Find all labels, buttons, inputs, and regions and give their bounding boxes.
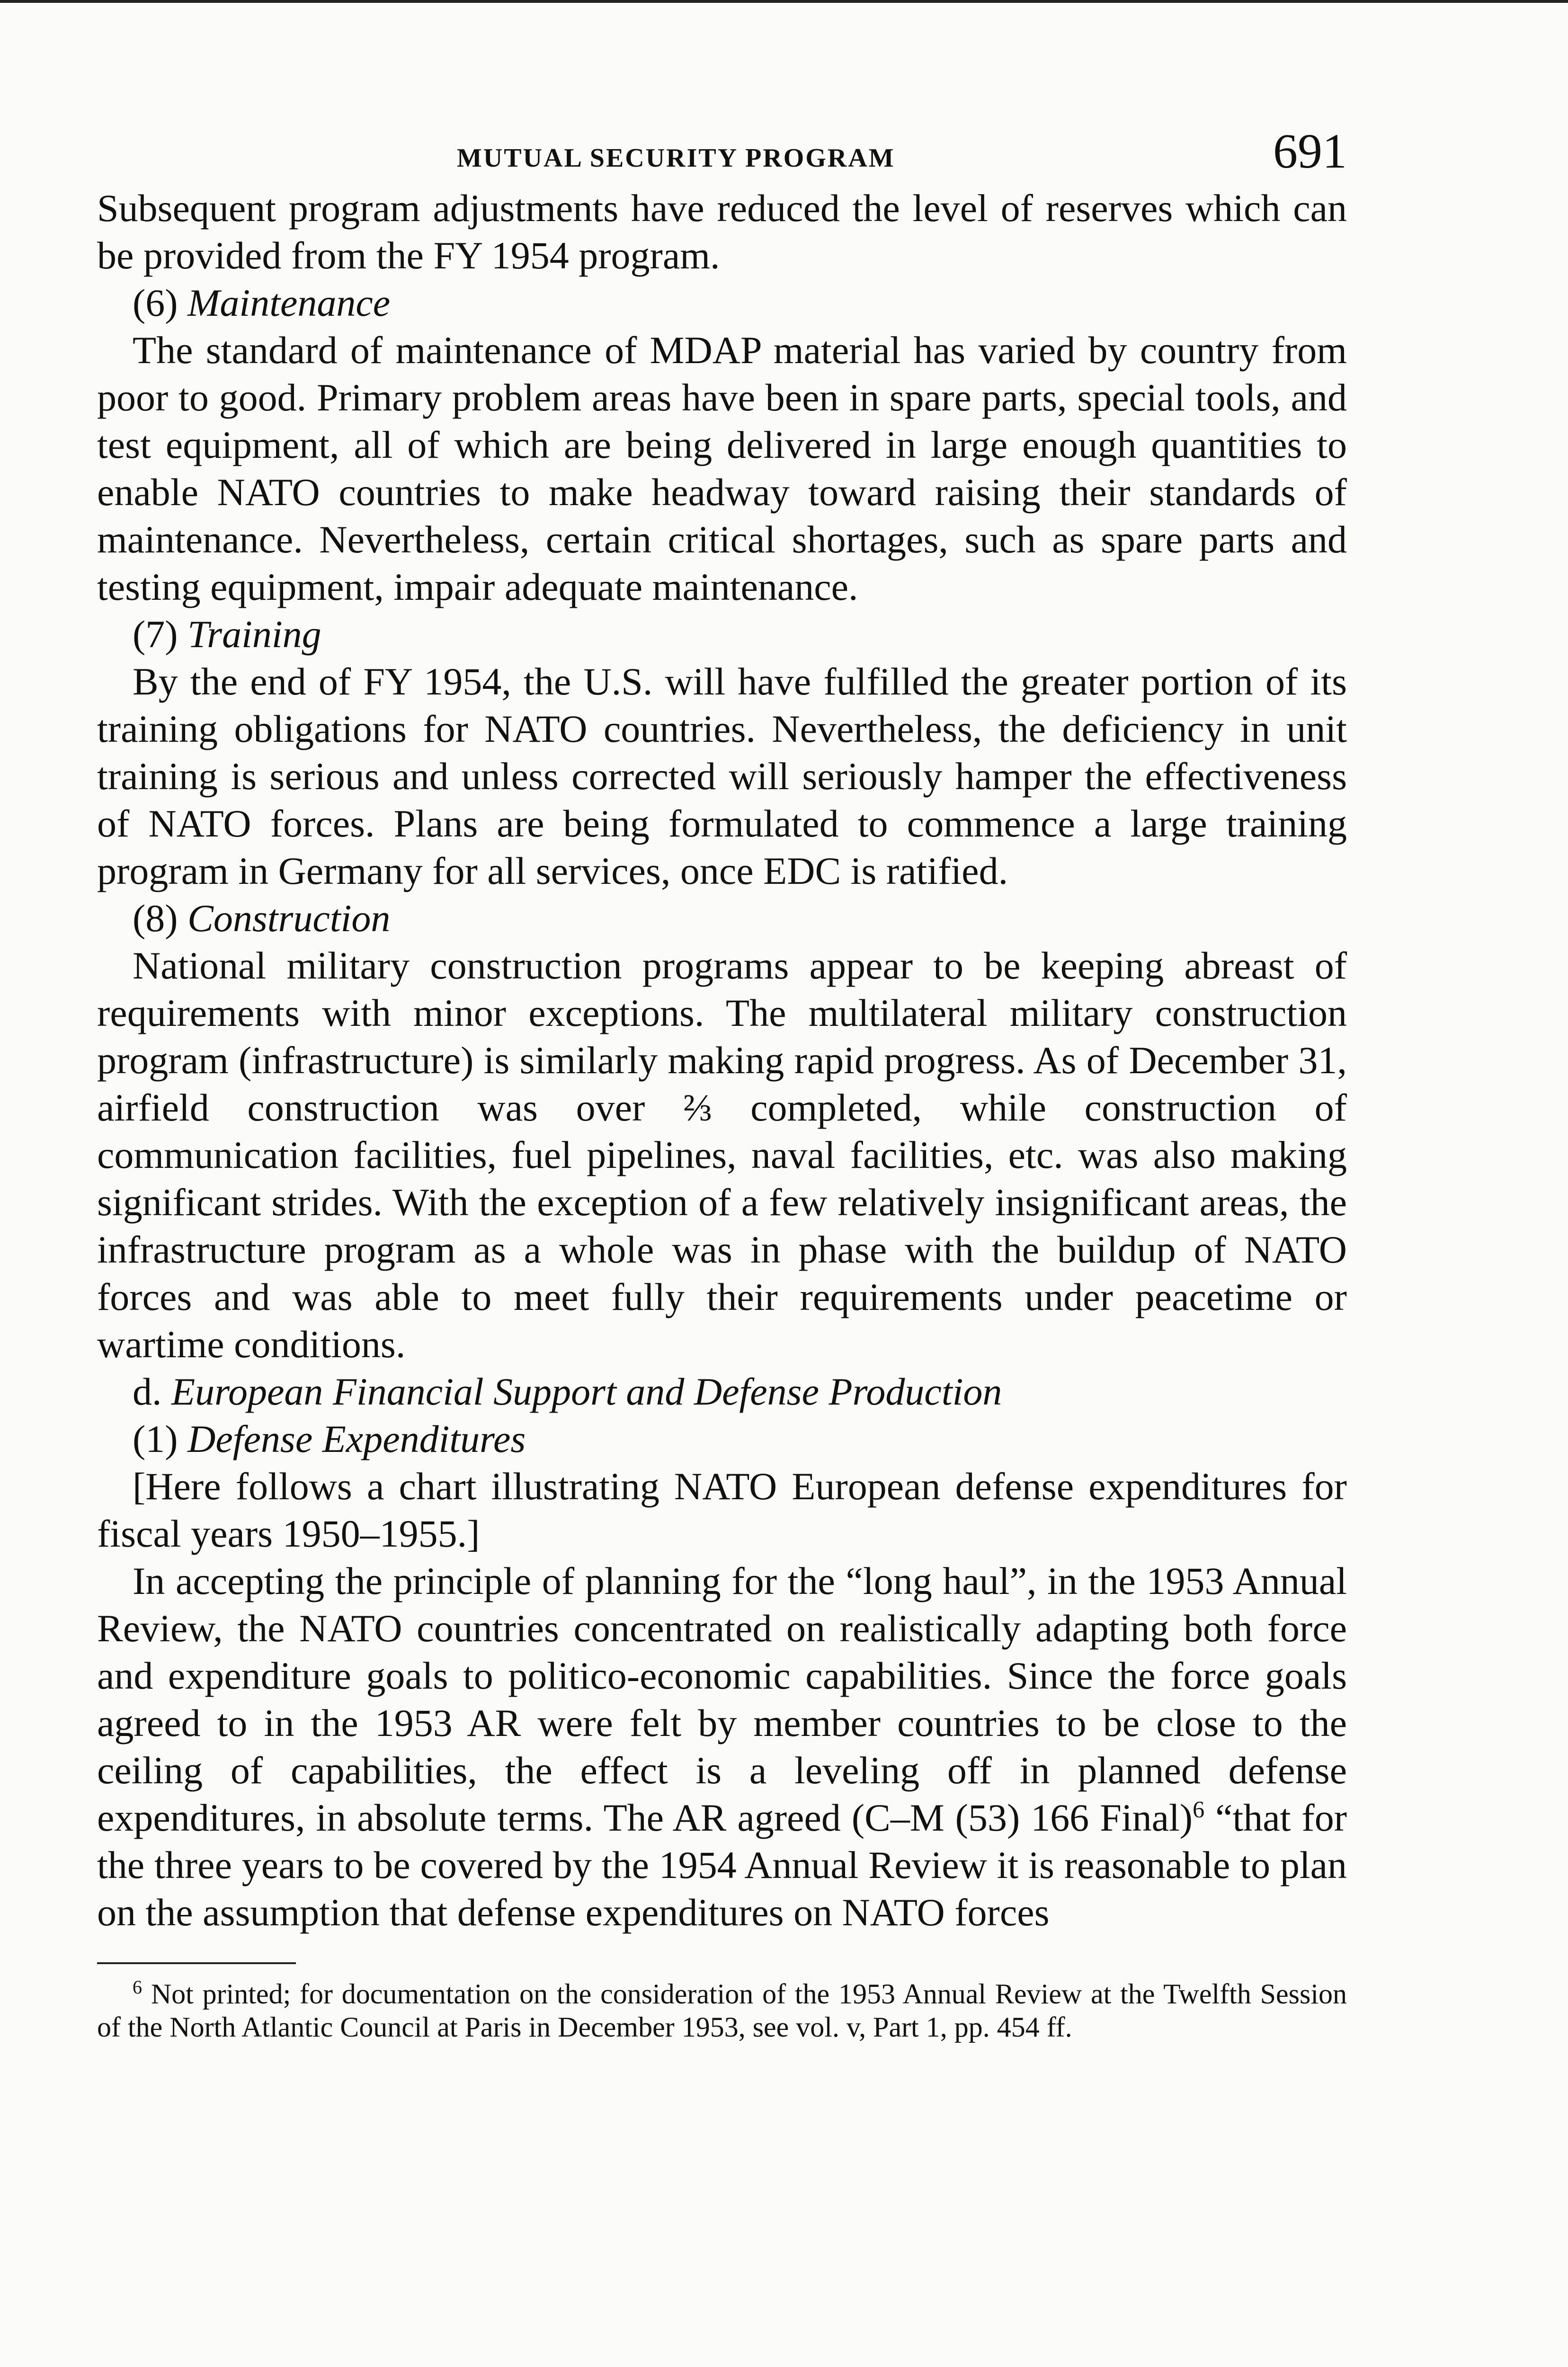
heading-defense-expenditures <box>97 1415 1347 1463</box>
heading-training <box>97 611 1347 658</box>
heading-maintenance <box>97 279 1347 327</box>
heading-construction <box>97 895 1347 942</box>
running-head <box>97 118 1347 185</box>
footnote-reference: 6 <box>1193 1796 1205 1823</box>
heading-title: Construction <box>187 897 391 940</box>
paragraph-long-haul <box>97 1557 1347 1936</box>
paragraph-construction: National military construction programs appear to be keeping abreast of requirements with minor exceptions. The multilateral military construction program (infrastructure) is similarly making rapid progress. As of December 31, airfield construction was over ⅔ completed, while construction of communication facilities, fuel pipelines, naval facilities, etc. was also making significant strides. With the exception of a few relatively insignificant areas, the infrastructure program as a whole was in phase with the buildup of NATO forces and was able to meet fully their requirements under peacetime or wartime conditions. <box>97 944 1347 1366</box>
heading-number: (7) <box>133 613 178 656</box>
heading-number: (1) <box>133 1417 178 1460</box>
heading-number: d. <box>133 1370 162 1413</box>
document-page <box>97 118 1347 2044</box>
top-edge-rule <box>0 0 1568 3</box>
heading-title: Defense Expenditures <box>187 1417 526 1460</box>
paragraph-chart-note: [Here follows a chart illustrating NATO European defense expenditures for fiscal years 1950–1955.] <box>97 1465 1347 1555</box>
paragraph-reserves: Subsequent program adjustments have reduced the level of reserves which can be provided from the FY 1954 program. <box>97 187 1347 277</box>
heading-european-financial-support <box>97 1368 1347 1415</box>
heading-number: (6) <box>133 281 178 324</box>
heading-title: Training <box>187 613 321 656</box>
footnote-text: Not printed; for documentation on the consideration of the 1953 Annual Review at the Twelfth Session of the North Atlantic Council at Paris in December 1953, see vol. v, Part 1, pp. 454 ff. <box>97 1978 1347 2043</box>
page-number: 691 <box>1273 124 1347 178</box>
footnote-mark: 6 <box>133 1976 142 1998</box>
heading-title: European Financial Support and Defense Production <box>171 1370 1002 1413</box>
running-title: MUTUAL SECURITY PROGRAM <box>457 143 895 173</box>
footnote-divider <box>97 1962 296 1964</box>
paragraph-long-haul-part-b: “that for the three years to be covered by the 1954 Annual Review it is reasonable to plan on the assumption that defense expenditures on NATO forces <box>97 1796 1347 1934</box>
paragraph-maintenance: The standard of maintenance of MDAP material has varied by country from poor to good. Primary problem areas have been in spare parts, special tools, and test equipment, all of which are being delivered in large enough quantities to enable NATO countries to make headway toward raising their standards of maintenance. Nevertheless, certain critical shortages, such as spare parts and testing equipment, impair adequate maintenance. <box>97 329 1347 608</box>
paragraph-training: By the end of FY 1954, the U.S. will have fulfilled the greater portion of its training obligations for NATO countries. Nevertheless, the deficiency in unit training is serious and unless corrected will seriously hamper the effectiveness of NATO forces. Plans are being formulated to commence a large training program in Germany for all services, once EDC is ratified. <box>97 660 1347 892</box>
footnote <box>97 1977 1347 2044</box>
heading-number: (8) <box>133 897 178 940</box>
heading-title: Maintenance <box>187 281 391 324</box>
paragraph-long-haul-part-a: In accepting the principle of planning for the “long haul”, in the 1953 Annual Review, the NATO countries concentrated on realistically adapting both force and expenditure goals to politico-economic capabilities. Since the force goals agreed to in the 1953 AR were felt by member countries to be close to the ceiling of capabilities, the effect is a leveling off in planned defense expenditures, in absolute terms. The AR agreed (C–M (53) 166 Final) <box>97 1559 1347 1839</box>
